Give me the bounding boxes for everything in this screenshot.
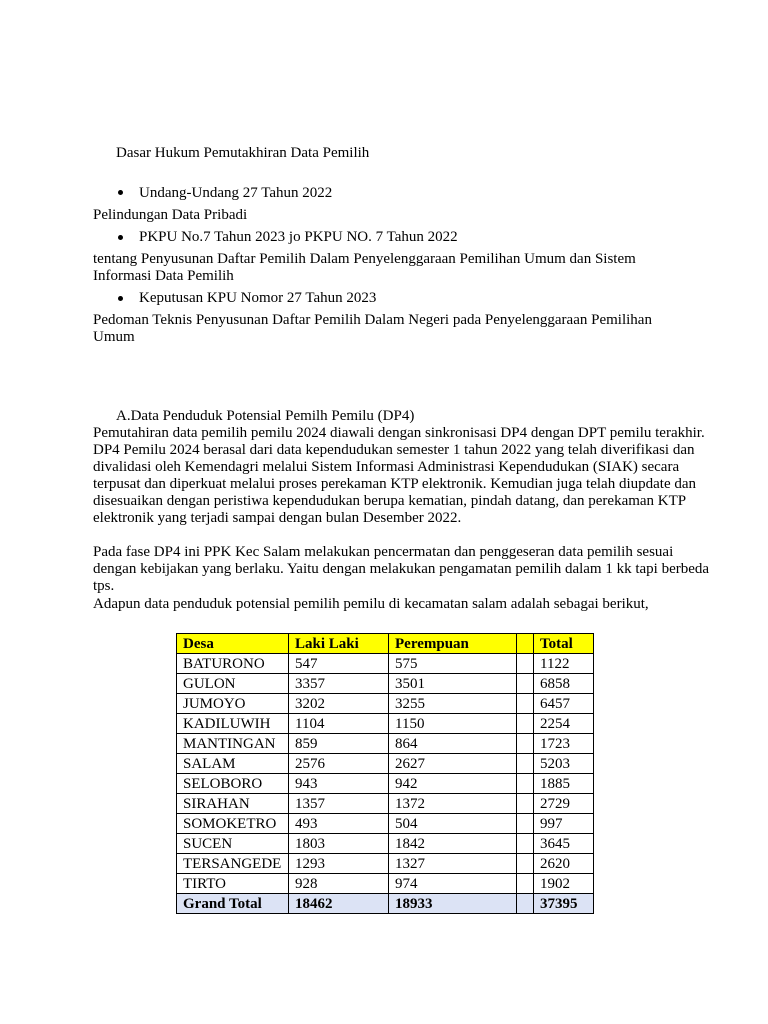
- cell-desa: MANTINGAN: [177, 734, 289, 754]
- grand-total-row: [177, 894, 594, 914]
- table-row: [177, 734, 594, 754]
- law-desc-2-line1: tentang Penyusunan Daftar Pemilih Dalam Penyelenggaraan Pemilihan Umum dan Sistem: [93, 251, 636, 267]
- cell-perempuan: 1842: [389, 834, 517, 854]
- cell-total: 3645: [534, 834, 594, 854]
- cell-perempuan: 2627: [389, 754, 517, 774]
- cell-blank: [517, 854, 534, 874]
- cell-blank: [517, 654, 534, 674]
- dp4-table: [176, 633, 594, 914]
- document-heading: Dasar Hukum Pemutakhiran Data Pemilih: [116, 145, 370, 161]
- cell-desa: SUCEN: [177, 834, 289, 854]
- cell-total-perempuan: 18933: [389, 894, 517, 914]
- cell-total: 1723: [534, 734, 594, 754]
- table-row: [177, 714, 594, 734]
- cell-laki-laki: 493: [289, 814, 389, 834]
- cell-blank: [517, 694, 534, 714]
- table-row: [177, 674, 594, 694]
- cell-blank: [517, 734, 534, 754]
- table-row: [177, 874, 594, 894]
- cell-total: 5203: [534, 754, 594, 774]
- header-blank: [517, 634, 534, 654]
- law-item-2: PKPU No.7 Tahun 2023 jo PKPU NO. 7 Tahun 2022: [139, 229, 458, 245]
- table-row: [177, 754, 594, 774]
- cell-laki-laki: 943: [289, 774, 389, 794]
- cell-laki-laki: 928: [289, 874, 389, 894]
- cell-laki-laki: 859: [289, 734, 389, 754]
- cell-total: 1885: [534, 774, 594, 794]
- header-desa: Desa: [177, 634, 289, 654]
- table-row: [177, 814, 594, 834]
- table-row: [177, 654, 594, 674]
- cell-perempuan: 1372: [389, 794, 517, 814]
- cell-total-laki-laki: 18462: [289, 894, 389, 914]
- cell-blank: [517, 674, 534, 694]
- cell-laki-laki: 1104: [289, 714, 389, 734]
- table-header-row: [177, 634, 594, 654]
- cell-blank: [517, 874, 534, 894]
- table-row: [177, 794, 594, 814]
- table-row: [177, 854, 594, 874]
- bullet-icon: [118, 235, 123, 240]
- cell-grand-total-label: Grand Total: [177, 894, 289, 914]
- cell-desa: KADILUWIH: [177, 714, 289, 734]
- cell-total: 1122: [534, 654, 594, 674]
- cell-blank: [517, 714, 534, 734]
- cell-desa: SELOBORO: [177, 774, 289, 794]
- cell-total: 1902: [534, 874, 594, 894]
- header-laki-laki: Laki Laki: [289, 634, 389, 654]
- cell-laki-laki: 547: [289, 654, 389, 674]
- cell-total-all: 37395: [534, 894, 594, 914]
- cell-blank: [517, 754, 534, 774]
- law-item-3: Keputusan KPU Nomor 27 Tahun 2023: [139, 290, 377, 306]
- cell-blank: [517, 794, 534, 814]
- law-item-1: Undang-Undang 27 Tahun 2022: [139, 185, 333, 201]
- cell-total: 2254: [534, 714, 594, 734]
- paragraph-intro-table: Adapun data penduduk potensial pemilih pemilu di kecamatan salam adalah sebagai berikut,: [93, 596, 649, 612]
- cell-laki-laki: 1803: [289, 834, 389, 854]
- law-desc-2-line2: Informasi Data Pemilih: [93, 268, 234, 284]
- cell-desa: JUMOYO: [177, 694, 289, 714]
- cell-desa: SIRAHAN: [177, 794, 289, 814]
- law-desc-3-line1: Pedoman Teknis Penyusunan Daftar Pemilih Dalam Negeri pada Penyelenggaraan Pemilihan: [93, 312, 652, 328]
- cell-blank: [517, 894, 534, 914]
- cell-laki-laki: 3202: [289, 694, 389, 714]
- cell-perempuan: 1327: [389, 854, 517, 874]
- cell-desa: SALAM: [177, 754, 289, 774]
- cell-laki-laki: 1357: [289, 794, 389, 814]
- cell-desa: BATURONO: [177, 654, 289, 674]
- paragraph-pencermatan: Pada fase DP4 ini PPK Kec Salam melakukan pencermatan dan penggeseran data pemilih sesuai dengan kebijakan yang berlaku. Yaitu dengan melakukan pengamatan pemilih dalam 1 kk tapi berbeda tps.: [93, 544, 710, 594]
- cell-total: 6457: [534, 694, 594, 714]
- cell-perempuan: 3501: [389, 674, 517, 694]
- cell-laki-laki: 2576: [289, 754, 389, 774]
- cell-perempuan: 3255: [389, 694, 517, 714]
- cell-blank: [517, 834, 534, 854]
- law-desc-3-line2: Umum: [93, 329, 135, 345]
- cell-perempuan: 1150: [389, 714, 517, 734]
- law-desc-1: Pelindungan Data Pribadi: [93, 207, 248, 223]
- cell-total: 2620: [534, 854, 594, 874]
- table-row: [177, 774, 594, 794]
- cell-total: 6858: [534, 674, 594, 694]
- cell-desa: TERSANGEDE: [177, 854, 289, 874]
- cell-perempuan: 575: [389, 654, 517, 674]
- cell-perempuan: 974: [389, 874, 517, 894]
- cell-perempuan: 942: [389, 774, 517, 794]
- header-total: Total: [534, 634, 594, 654]
- paragraph-sinkronisasi: Pemutahiran data pemilih pemilu 2024 diawali dengan sinkronisasi DP4 dengan DPT pemilu terakhir. DP4 Pemilu 2024 berasal dari data kependudukan semester 1 tahun 2022 yang telah diverifikasi dan divalidasi oleh Kemendagri melalui Sistem Informasi Administrasi Kependudukan (SIAK) secara terpusat dan diperkuat melalui proses perekaman KTP elektronik. Kemudian juga telah diupdate dan disesuaikan dengan peristiwa kependudukan berupa kematian, pindah datang, dan perekaman KTP elektronik yang terjadi sampai dengan bulan Desember 2022.: [93, 425, 705, 526]
- header-perempuan: Perempuan: [389, 634, 517, 654]
- table-row: [177, 834, 594, 854]
- cell-desa: SOMOKETRO: [177, 814, 289, 834]
- bullet-icon: [118, 296, 123, 301]
- cell-desa: TIRTO: [177, 874, 289, 894]
- table-row: [177, 694, 594, 714]
- bullet-icon: [118, 190, 123, 195]
- cell-laki-laki: 1293: [289, 854, 389, 874]
- section-title: A.Data Penduduk Potensial Pemilh Pemilu (DP4): [116, 408, 415, 424]
- cell-total: 2729: [534, 794, 594, 814]
- cell-blank: [517, 774, 534, 794]
- cell-perempuan: 504: [389, 814, 517, 834]
- cell-total: 997: [534, 814, 594, 834]
- cell-desa: GULON: [177, 674, 289, 694]
- cell-perempuan: 864: [389, 734, 517, 754]
- cell-laki-laki: 3357: [289, 674, 389, 694]
- cell-blank: [517, 814, 534, 834]
